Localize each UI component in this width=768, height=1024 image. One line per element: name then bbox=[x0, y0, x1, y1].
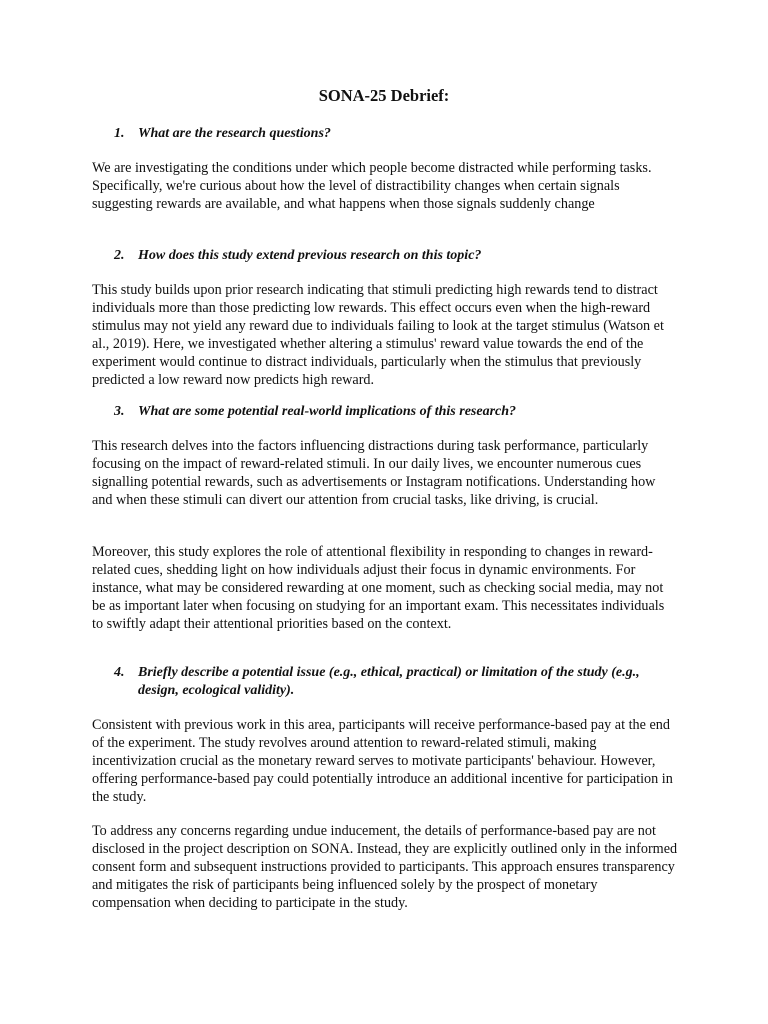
question-3-text: What are some potential real-world implications of this research? bbox=[138, 404, 517, 419]
question-4 bbox=[114, 664, 640, 698]
answer-3-paragraph-1: This research delves into the factors influencing distractions during task performance, particularly focusing on the impact of reward-related stimuli. In our daily lives, we encounter numerous cues signalling potential rewards, such as advertisements or Instagram notifications. Understanding how and when these stimuli can divert our attention from crucial tasks, like driving, is crucial. bbox=[92, 438, 656, 508]
answer-1-paragraph: We are investigating the conditions under which people become distracted while performing tasks. Specifically, we're curious about how the level of distractibility changes when certain signals suggesting rewards are available, and what happens when those signals suddenly change bbox=[92, 160, 652, 212]
page-title: SONA-25 Debrief: bbox=[318, 86, 450, 105]
question-4-number: 4. bbox=[114, 665, 125, 680]
answer-4-paragraph-2: To address any concerns regarding undue inducement, the details of performance-based pay are not disclosed in the project description on SONA. Instead, they are explicitly outlined only in the informed consent form and subsequent instructions provided to participants. This approach ensures transparency and mitigates the risk of participants being influenced solely by the prospect of monetary compensation when deciding to participate in the study. bbox=[92, 823, 678, 911]
question-2-number: 2. bbox=[114, 248, 125, 263]
question-4-text: Briefly describe a potential issue (e.g., ethical, practical) or limitation of the study (e.g., design, ecological validity). bbox=[138, 665, 640, 698]
question-1-text: What are the research questions? bbox=[138, 126, 331, 141]
question-2-text: How does this study extend previous research on this topic? bbox=[138, 248, 482, 263]
question-3-number: 3. bbox=[114, 404, 125, 419]
question-1-number: 1. bbox=[114, 126, 125, 141]
question-3 bbox=[114, 403, 517, 421]
question-1 bbox=[114, 125, 331, 143]
answer-4-paragraph-1: Consistent with previous work in this area, participants will receive performance-based pay at the end of the experiment. The study revolves around attention to reward-related stimuli, making incentivization crucial as the monetary reward serves to motivate participants' behaviour. However, offering performance-based pay could potentially introduce an additional incentive for participation in the study. bbox=[92, 717, 673, 805]
answer-2-paragraph: This study builds upon prior research indicating that stimuli predicting high rewards tend to distract individuals more than those predicting low rewards. This effect occurs even when the high-reward stimulus may not yield any reward due to individuals failing to look at the target stimulus (Watson et al., 2019). Here, we investigated whether altering a stimulus' reward value towards the end of the experiment would continue to distract individuals, particularly when the stimulus that previously predicted a low reward now predicts high reward. bbox=[92, 282, 664, 388]
answer-3-paragraph-2: Moreover, this study explores the role of attentional flexibility in responding to changes in reward-related cues, shedding light on how individuals adjust their focus in dynamic environments. For instance, what may be considered rewarding at one moment, such as checking social media, may not be as important later when focusing on studying for an important exam. This necessitates individuals to swiftly adapt their attentional priorities based on the context. bbox=[92, 544, 665, 632]
question-2 bbox=[114, 247, 482, 265]
